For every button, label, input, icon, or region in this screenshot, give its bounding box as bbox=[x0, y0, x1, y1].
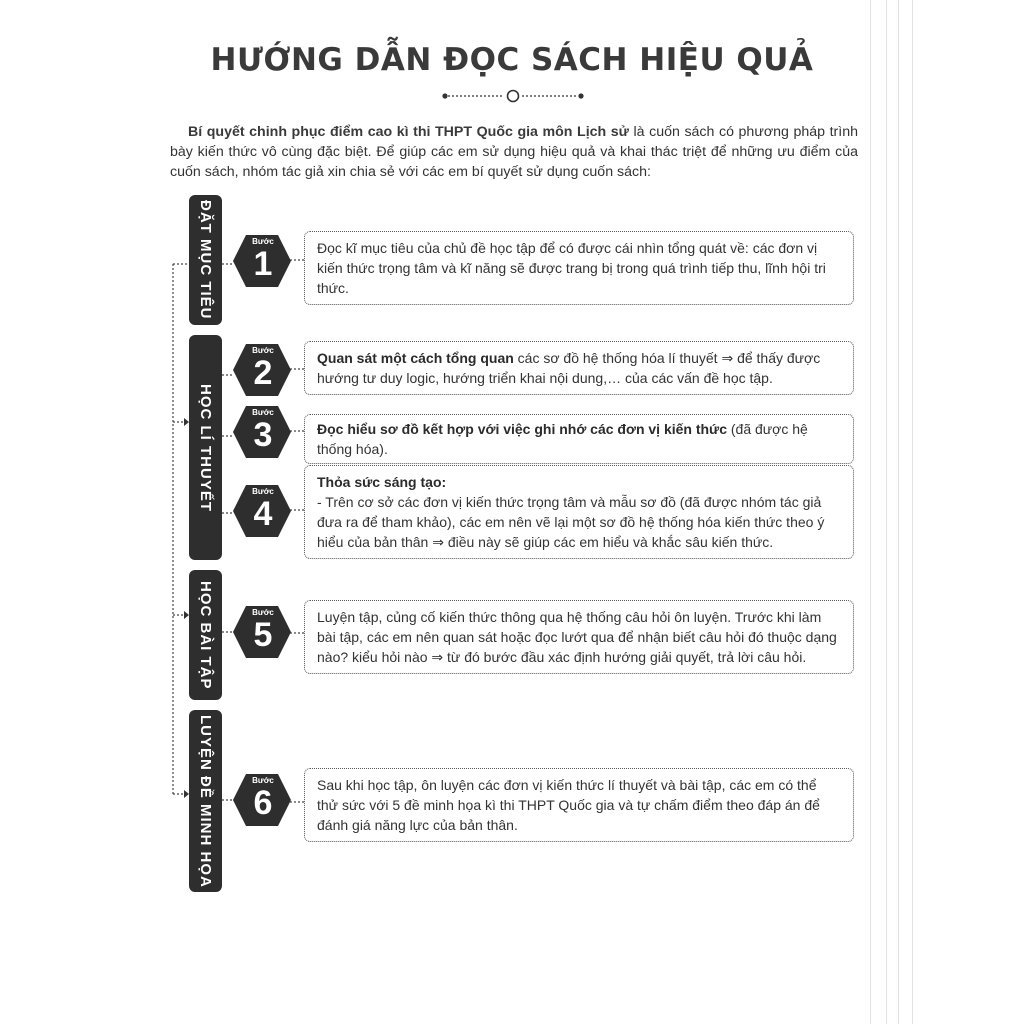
phase-hoc-li-thuyet bbox=[189, 335, 222, 560]
step-text: Đọc kĩ mục tiêu của chủ đề học tập để có được cái nhìn tổng quát về: các đơn vị kiến thức trọng tâm và kĩ năng sẽ được trang bị trong quá trình tiếp thu, lĩnh hội tri thức. bbox=[317, 240, 826, 296]
step-label: Bước bbox=[252, 776, 274, 785]
step-bold-text: Đọc hiểu sơ đồ kết hợp với việc ghi nhớ các đơn vị kiến thức bbox=[317, 421, 727, 437]
phase-label: ĐẶT MỤC TIÊU bbox=[197, 200, 214, 320]
page-title: HƯỚNG DẪN ĐỌC SÁCH HIỆU QUẢ bbox=[210, 42, 814, 78]
phase-luyen-de-minh-hoa bbox=[189, 710, 222, 892]
phase-label: LUYỆN ĐỀ MINH HỌA bbox=[197, 714, 214, 888]
step-text: Luyện tập, củng cố kiến thức thông qua hệ thống câu hỏi ôn luyện. Trước khi làm bài tập, các em nên quan sát hoặc đọc lướt qua để nhận biết câu hỏi đó thuộc dạng nào? kiểu hỏi nào ⇒ từ đó bước đầu xác định hướng giải quyết, trả lời câu hỏi. bbox=[317, 609, 837, 665]
step-label: Bước bbox=[252, 487, 274, 496]
step-label: Bước bbox=[252, 408, 274, 417]
phase-label: HỌC LÍ THUYẾT bbox=[197, 383, 214, 512]
step-text: - Trên cơ sở các đơn vị kiến thức trọng tâm và mẫu sơ đồ (đã được nhóm tác giả đưa ra để tham khảo), các em nên vẽ lại một sơ đồ hệ thống hóa kiến thức theo ý hiểu của bản thân ⇒ điều này sẽ giúp các em hiểu và khắc sâu kiến thức. bbox=[317, 494, 825, 550]
step-1-hexagon bbox=[232, 234, 290, 286]
step-3-box bbox=[304, 414, 854, 464]
step-text: Sau khi học tập, ôn luyện các đơn vị kiến thức lí thuyết và bài tập, các em có thể thử sức với 5 đề minh họa kì thi THPT Quốc gia và tự chấm điểm theo đáp án để đánh giá năng lực của bản thân. bbox=[317, 777, 820, 833]
step-text: các sơ đồ hệ thống hóa lí thuyết ⇒ để thấy được hướng tư duy logic, hướng triển khai nội dung,… của các vấn đề học tập. bbox=[317, 350, 821, 386]
step-label: Bước bbox=[252, 237, 274, 246]
phase-dat-muc-tieu bbox=[189, 195, 222, 325]
step-number: 3 bbox=[253, 416, 273, 454]
phase-label: HỌC BÀI TẬP bbox=[197, 580, 214, 690]
step-bold-text: Thỏa sức sáng tạo: bbox=[317, 474, 447, 490]
step-text: (đã được hệ thống hóa). bbox=[317, 421, 808, 457]
step-label: Bước bbox=[252, 608, 274, 617]
step-4-hexagon bbox=[232, 484, 290, 536]
step-5-hexagon bbox=[232, 605, 290, 657]
step-number: 5 bbox=[253, 616, 273, 654]
step-label: Bước bbox=[252, 346, 274, 355]
step-6-box bbox=[304, 768, 854, 842]
step-number: 6 bbox=[253, 784, 273, 822]
step-2-box bbox=[304, 341, 854, 395]
step-number: 1 bbox=[253, 245, 273, 283]
step-6-hexagon bbox=[232, 773, 290, 825]
step-4-box bbox=[304, 465, 854, 559]
intro-text: là cuốn sách có phương pháp trình bày kiến thức vô cùng đặc biệt. Để giúp các em sử dụng hiệu quả và khai thác triệt để những ưu điểm của cuốn sách, nhóm tác giả xin chia sẻ với các em bí quyết sử dụng cuốn sách: bbox=[170, 124, 858, 180]
step-number: 2 bbox=[253, 354, 273, 392]
step-3-hexagon bbox=[232, 405, 290, 457]
step-bold-text: Quan sát một cách tổng quan bbox=[317, 350, 514, 366]
intro-book-title: Bí quyết chinh phục điểm cao kì thi THPT Quốc gia môn Lịch sử bbox=[188, 124, 629, 140]
step-number: 4 bbox=[253, 495, 273, 533]
step-2-hexagon bbox=[232, 343, 290, 395]
step-5-box bbox=[304, 600, 854, 674]
step-1-box bbox=[304, 231, 854, 305]
phase-hoc-bai-tap bbox=[189, 570, 222, 700]
